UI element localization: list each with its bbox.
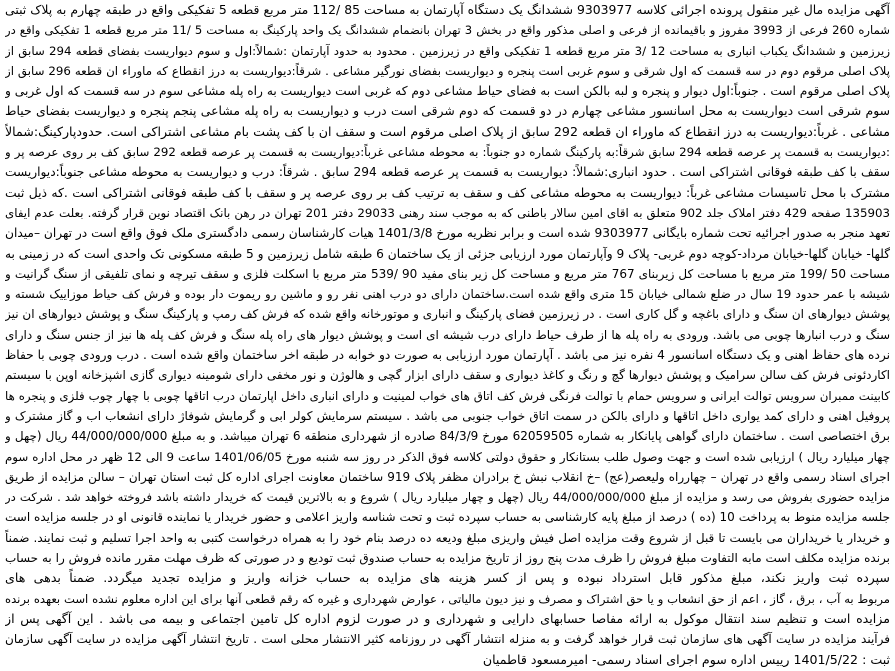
notice-line: مشاعی . غرباً:دیواریست به درز انقطاع که ماوراء ان قطعه 292 سابق از پلاک اصلی مرقوم است و سقف ان با کف پشت بام مشاعی اشتراکی است. حدودپارکینگ:شمالاً — [5, 123, 890, 139]
notice-line: زیرزمین و ششدانگ یکباب انباری به مساحت 12 /3 متر مربع قطعه 1 تفکیکی واقع در زیرزمین . محدود به حدود آپارتمان :شمالاً:اول و سوم دیواریست بفضای قطعه 294 سابق از — [5, 43, 890, 58]
notice-line: شماره 260 فرعی از 3993 مفروز و باقیمانده از فرعی و اصلی مذکور واقع در بخش 3 تهران بانضمام ششدانگ یک واحد پارکینگ به مساحت 5 /11 متر مربع قطعه 1 تفکیکی واقع در — [5, 23, 890, 38]
notice-line: شیشه با عمر حدود 19 سال در ضلع شمالی خیابان 15 متری واقع شده است.ساختمان دارای دو درب اهنی نفر رو و ماشین رو ریموت دار بوده و فرش کف حیاط موزاییک شسته و — [5, 287, 890, 302]
notice-line: سپرده ثبت واریز نکند، مبلغ مذکور قابل استرداد نبوده و پس از کسر هزینه های مزایده به حساب خزانه واریز و مزایده تجدید میگردد. ضمناً بدهی های — [5, 570, 890, 586]
notice-line: جلسه مزایده منوط به پرداخت 10 (ده ) درصد از مبلغ پایه کارشناسی به حساب سپرده ثبت و تحت شناسه واریز اعلامی و حضور خریدار یا نماینده قانونی او در جلسه مزایده است — [5, 510, 890, 525]
notice-line: سنگ و درب انبارها چوبی می باشد. ورودی به راه پله ها از طرف حیاط دارای درب شیشه ای است و پوشش دیوار های راه پله سنگ و فرش کف پله ها نیز از جنس سنگ و دارای — [5, 327, 890, 342]
notice-line: مربوط به آب ، برق ، گاز ، اعم از حق انشعاب و یا حق اشتراک و مصرف و نیز دیون مالیاتی ، عوارض شهرداری و غیره که رقم قطعی آنها برای این اداره معلوم نشده است بعهده برنده — [5, 591, 890, 606]
notice-signature-line: ثبت : 1401/5/22 رییس اداره سوم اجرای اسناد رسمی- امیرمسعود قاطمیان — [482, 651, 890, 667]
notice-line: مزایده است و تنظیم سند انتقال موکول به ارائه مفاصا حسابهای دارایی و شهرداری و در صورت لزوم اداره کل تامین اجتماعی و بیمه می باشد . این آگهی پس از — [5, 610, 890, 626]
notice-line: سقف با کف طبقه فوقانی اشتراکی است . حدود انباری:شمالاً: دیواریست به قسمت پر عرصه قطعه 294 سابق . شرقاً: درب و دیواریست به محوطه مشاعی جنوباً:دیواریست — [5, 165, 890, 180]
notice-line: برنده مزایده مکلف است مابه التفاوت مبلغ فروش را ظرف مدت پنج روز از تاریخ مزایده به حساب صندوق ثبت تودیع و در صورتی که ظرف مهلت مقرر مانده فروش را به حساب — [5, 551, 890, 566]
notice-line: کابینت ممبران سرویس توالت ایرانی و سرویس حمام با توالت فرنگی فرش کف اتاق های خواب لمینیت و دارای انباری داخل اپارتمان درب اتاقها چوبی با چهار چوب فلزی و پنجره ها — [5, 388, 890, 403]
notice-line: فرآیند مزایده در سایت آگهی های سازمان ثبت قرار خواهد گرفت و به منزله انتشار آگهی در روزنامه کثیر الانتشار محلی است . تاریخ انتشار آگهی مزایده در سایت آگهی سازمان — [5, 632, 890, 647]
notice-line: پروفیل اهنی و دارای کمد یواری داخل اتاقها و دارای بالکن در سمت اتاق خواب جنوبی می باشد . سیستم سرمایش کولر ابی و گرمایش شوفاژ دارای انشعاب اب و گاز مشترک و — [5, 408, 890, 423]
notice-line: مشترک با محل تاسیسات مشاعی غرباً: دیواریست به محوطه مشاعی کف و سقف به ترتیب کف بر روی عرصه پر و سقف با کف طبقه فوقانی اشتراکی است .که ذیل ثبت — [5, 184, 890, 200]
notice-line: گلها- خیابان گلها-خیابان مرداد-کوچه دوم غربی- پلاک 9 وآپارتمان مورد ارزیابی جزئی از یک ساختمان 6 طبقه شامل زیرزمین و 5 طبقه مسکونی تک واحدی است که در زمینی به — [5, 246, 890, 261]
notice-line: تعهد منجر به صدور اجرائیه تحت شماره بایگانی 9303977 شده است و برابر نظریه مورخ 1401/3/8 هیات کارشناسان رسمی دادگستری ملک فوق واقع است در تهران –میدان — [5, 226, 890, 241]
notice-line: چهار میلیارد ریال ) ارزیابی شده است و جهت وصول طلب بستانکار و حقوق دولتی کلاسه فوق الذکر در روز سه شنبه مورخ 1401/06/05 ساعت 9 الی 12 ظهر در محل اداره سوم — [5, 449, 890, 464]
notice-line: :دیواریست به قسمت پر عرصه قطعه 294 سابق شرقاً:به پارکینگ شماره دو جنوباً: به محوطه مشاعی غرباً:دیواریست به قسمت پر عرصه قطعه 292 سابق کف بر روی عرصه پر و — [5, 145, 890, 160]
notice-line: اجرای اسناد رسمی واقع در تهران – چهارراه ولیعصر(عج) –خ انقلاب نبش خ برادران مظفر پلاک 919 ساختمان معاونت اجرای اداره کل ثبت استان تهران – سالن مزایده از طریق — [5, 469, 890, 484]
notice-line: نرده های حفاظ اهنی و یک دستگاه اسانسور 4 نفره نیز می باشد . آپارتمان مورد ارزیابی به صورت دو خوابه در طبقه اخر ساختمان واقع شده است . درب ورودی چوبی با حفاظ — [5, 348, 890, 363]
notice-line: مساحت 50 /199 متر مربع با مساحت کل زیربنای 767 متر مربع و مساحت کل زیر بنای مفید 90 /539 متر مربع با اسکلت فلزی و سقف تیرچه و نمای تلفیقی از سنگ گرانیت و — [5, 266, 890, 281]
notice-line: و خریدار یا خریداران می بایست تا قبل از شروع وقت مزایده اصل فیش واریزی مبلغ ودیعه ده درصد بنام خود را به همراه درخواست کتبی به واحد اجرا تسلیم و ثبت نمایند. ضمناً — [5, 530, 890, 545]
notice-line: سوم شرقی است دیواریست به محل اسانسور مشاعی چهارم در دو قسمت که دوم شرقی است درب و دیواریست به راه پله مشاعی پنجم پنجره و دیواریست بفضای حیاط — [5, 103, 890, 119]
notice-line: آگهی مزایده مال غیر منقول پرونده اجرائی کلاسه 9303977 ششدانگ یک دستگاه آپارتمان به مساحت 85 /112 متر مربع قطعه 5 تفکیکی واقع در طبقه چهارم به پلاک ثبتی — [5, 2, 890, 17]
notice-line: اکاردئونی فرش کف سالن سرامیک و پوشش دیوارها گچ و رنگ و کاغذ دیواری و سقف دارای ابزار گچی و هالوژن و نور مخفی دارای شومینه دیواری گازی اشپزخانه اوپن با سیستم — [5, 368, 890, 383]
notice-line: پوشش دیوارهای ان سنگ و دارای باغچه و گل کاری است . در زیرزمین فضای پارکینگ و انباری و موتورخانه واقع شده که فرش کف رمپ و پارکینگ سنگ و پوشش دیوارهای ان نیز — [5, 307, 890, 322]
notice-line: برق اختصاصی است . ساختمان دارای گواهی پایانکار به شماره 62059505 مورخ 84/3/9 صادره از شهرداری منطقه 6 تهران میباشد. و به مبلغ 44/000/000/000 ریال (چهل و — [5, 429, 890, 444]
notice-line: پلاک اصلی مرقوم دوم در سه قسمت که اول شرقی و سوم غربی است پنجره و دیواریست بفضای نورگیر مشاعی . شرقاً:دیواریست به درز انقطاع که ماوراء ان قطعه 296 سابق از — [5, 63, 890, 78]
notice-line: پلاک اصلی مرقوم است . جنوباً:اول دیوار و پنجره و لبه بالکن است به فضای حیاط مشاعی دوم که غربی است دیواریست به راه پله مشاعی سوم در سه قسمت که اول غربی و — [5, 84, 890, 99]
notice-line: 135903 صفحه 429 دفتر املاک جلد 902 متعلق به اقای امین سالار باطنی که به موجب سند رهنی 29033 دفتر 201 تهران در رهن بانک اقتصاد نوین قرار گرفته. بعلت عدم ایفای — [5, 205, 890, 220]
notice-line: مزایده حضوری بفروش می رسد و مزایده از مبلغ 44/000/000/000 ریال (چهل و چهار میلیارد ریال ) شروع و به بالاترین قیمت که خریدار داشته باشد فروخته خواهد شد . شرکت در — [5, 490, 890, 505]
